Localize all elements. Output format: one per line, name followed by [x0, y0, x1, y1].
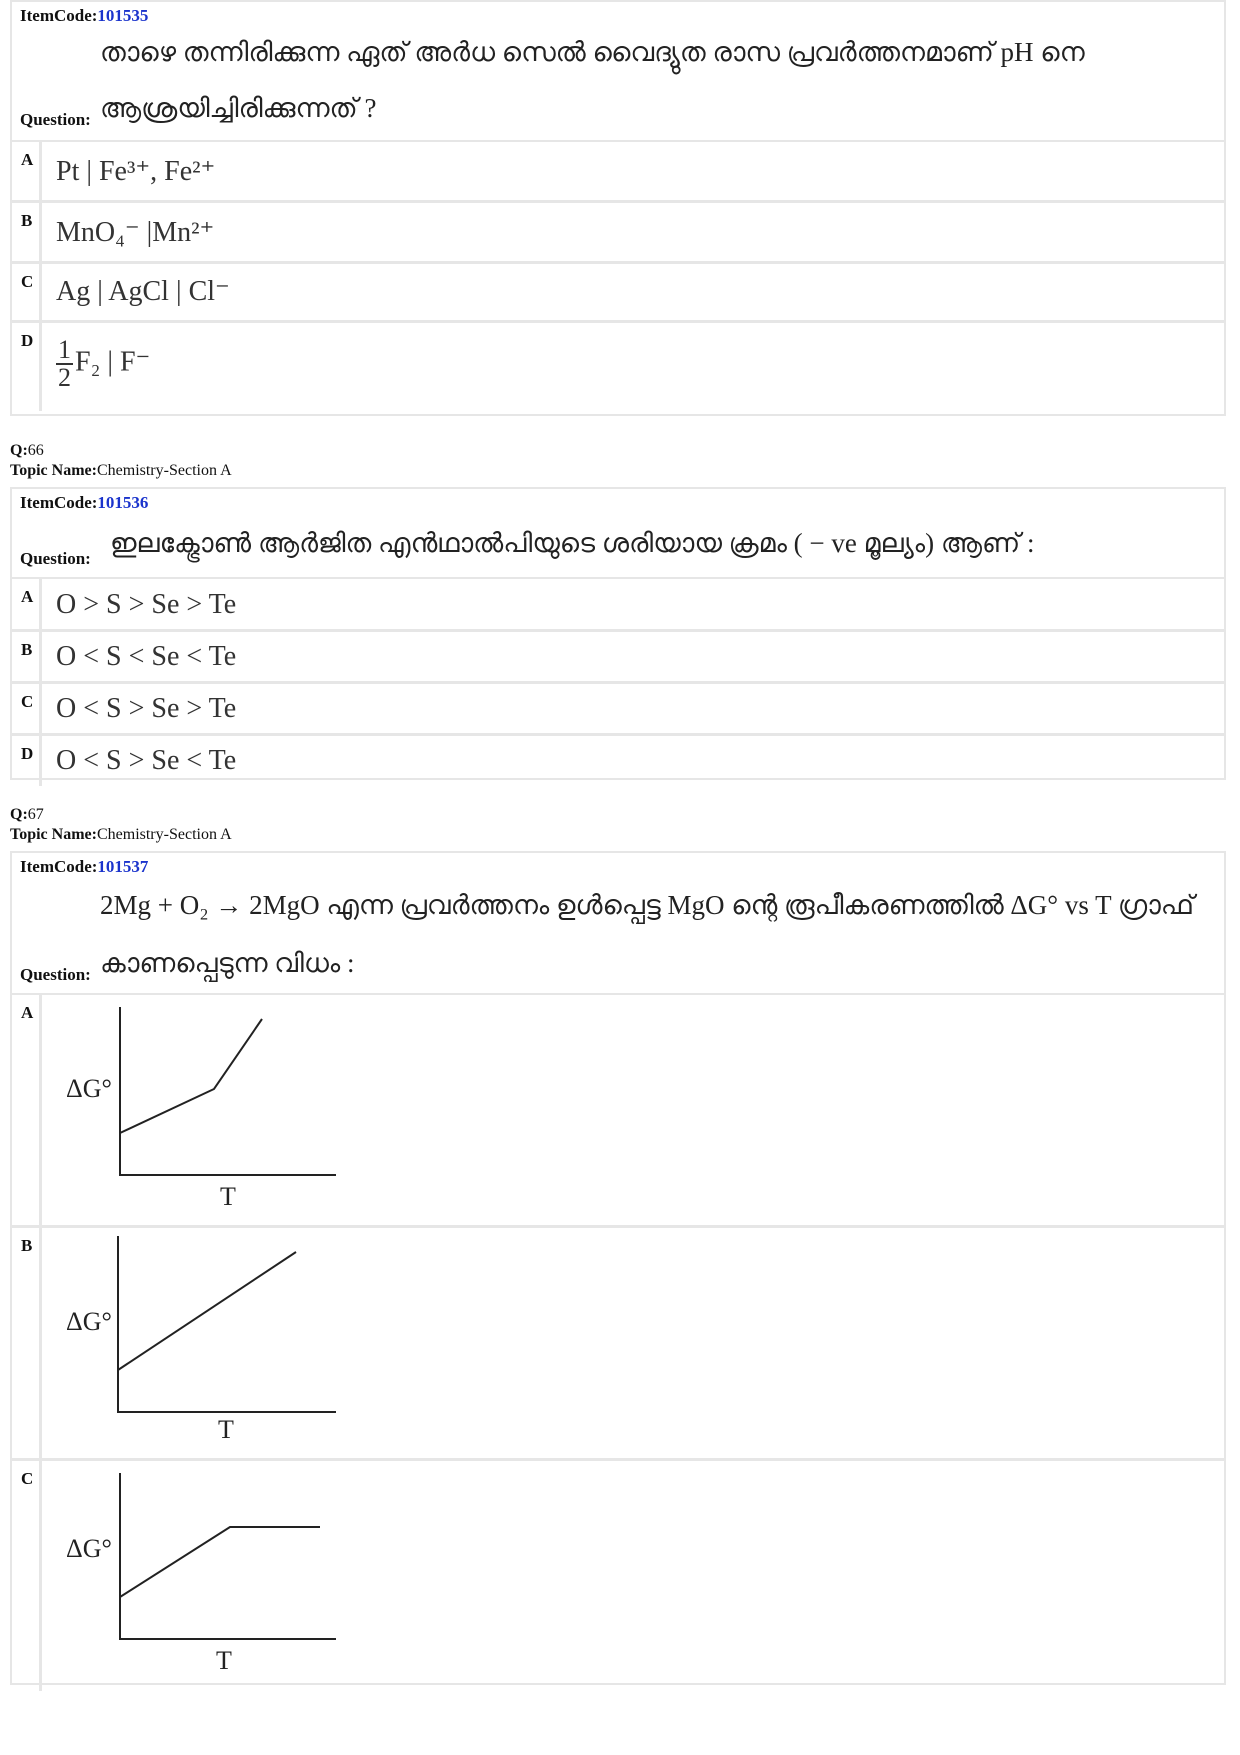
- question-text-line1: 2Mg + O₂ → 2MgO എന്ന പ്രവർത്തനം ഉൾപ്പെട്ട MgO ന്റെ രൂപീകരണത്തിൽ ΔG° vs T ഗ്രാഫ്: [100, 890, 1195, 920]
- question-text: ഇലക്ട്രോൺ ആർജിത എൻഥാൽപിയുടെ ശരിയായ ക്രമം ( − ve മൂല്യം) ആണ് :: [110, 528, 1035, 558]
- option-text: O < S > Se > Te: [56, 693, 237, 724]
- plot-line: [118, 1252, 296, 1370]
- fraction-half: [56, 337, 73, 391]
- option-letter: B: [12, 632, 42, 681]
- graph-c: [52, 1467, 352, 1677]
- question-text-line1: താഴെ തന്നിരിക്കുന്ന ഏത് അർധ സെൽ വൈദ്യുത രാസ പ്രവർത്തനമാണ് pH നെ: [100, 37, 1085, 67]
- question-header: [12, 489, 1224, 579]
- option-b[interactable]: [12, 203, 1224, 264]
- item-code-label: ItemCode:: [20, 493, 98, 512]
- option-b[interactable]: [12, 1228, 1224, 1461]
- item-code-value: 101537: [97, 857, 149, 876]
- option-text: Ag | AgCl | Cl⁻: [56, 276, 230, 307]
- option-a[interactable]: [12, 142, 1224, 203]
- option-letter: B: [12, 203, 42, 261]
- item-code: [20, 493, 148, 513]
- option-letter: C: [12, 684, 42, 733]
- y-axis-label: ΔG°: [66, 1534, 112, 1563]
- graph-a: [52, 1003, 352, 1213]
- item-code-label: ItemCode:: [20, 857, 98, 876]
- question-text-line2: കാണപ്പെടുന്ന വിധം :: [100, 948, 355, 978]
- graph-b: [52, 1232, 352, 1442]
- option-d[interactable]: [12, 323, 1224, 411]
- question-header: [12, 853, 1224, 995]
- option-letter: A: [12, 142, 42, 200]
- fraction-denominator: 2: [58, 363, 71, 392]
- question-number: Q:67: [10, 806, 44, 823]
- question-meta-66: [10, 441, 232, 481]
- question-block-101536: [10, 487, 1226, 780]
- plot-line: [120, 1019, 262, 1133]
- question-label: Question:: [20, 965, 91, 984]
- item-code-label: ItemCode:: [20, 6, 98, 25]
- x-axis-label: T: [216, 1646, 232, 1675]
- option-b[interactable]: [12, 632, 1224, 684]
- topic-name: Topic Name:Chemistry-Section A: [10, 462, 232, 479]
- option-d[interactable]: [12, 736, 1224, 786]
- y-axis-label: ΔG°: [66, 1307, 112, 1336]
- question-text-line2: ആശ്രയിച്ചിരിക്കുന്നത് ?: [100, 93, 377, 123]
- option-text: [56, 337, 150, 391]
- question-number: Q:66: [10, 442, 44, 459]
- option-letter: A: [12, 995, 42, 1225]
- option-c[interactable]: [12, 684, 1224, 736]
- option-a[interactable]: [12, 995, 1224, 1228]
- question-label: Question:: [20, 110, 91, 129]
- fraction-numerator: 1: [58, 335, 71, 364]
- question-block-101535: [10, 0, 1226, 416]
- option-c[interactable]: [12, 1461, 1224, 1691]
- y-axis-label: ΔG°: [66, 1074, 112, 1103]
- option-text: O < S > Se < Te: [56, 745, 237, 776]
- option-c[interactable]: [12, 264, 1224, 323]
- option-formula: F₂ | F⁻: [75, 346, 151, 378]
- question-header: [12, 2, 1224, 142]
- x-axis-label: T: [218, 1415, 234, 1442]
- option-text: MnO₄⁻ |Mn²⁺: [56, 217, 215, 248]
- option-letter: A: [12, 579, 42, 629]
- topic-name: Topic Name:Chemistry-Section A: [10, 826, 232, 843]
- question-meta-67: [10, 805, 232, 845]
- question-label: Question:: [20, 549, 91, 568]
- option-letter: B: [12, 1228, 42, 1458]
- option-text: Pt | Fe³⁺, Fe²⁺: [56, 156, 216, 187]
- option-letter: C: [12, 264, 42, 320]
- item-code-value: 101536: [97, 493, 149, 512]
- option-text: O > S > Se > Te: [56, 589, 237, 620]
- option-letter: C: [12, 1461, 42, 1691]
- item-code: [20, 857, 148, 877]
- question-block-101537: [10, 851, 1226, 1685]
- item-code-value: 101535: [97, 6, 149, 25]
- option-letter: D: [12, 323, 42, 411]
- option-a[interactable]: [12, 579, 1224, 632]
- x-axis-label: T: [220, 1182, 236, 1211]
- option-text: O < S < Se < Te: [56, 641, 237, 672]
- plot-line: [120, 1527, 320, 1597]
- option-letter: D: [12, 736, 42, 786]
- item-code: [20, 6, 148, 26]
